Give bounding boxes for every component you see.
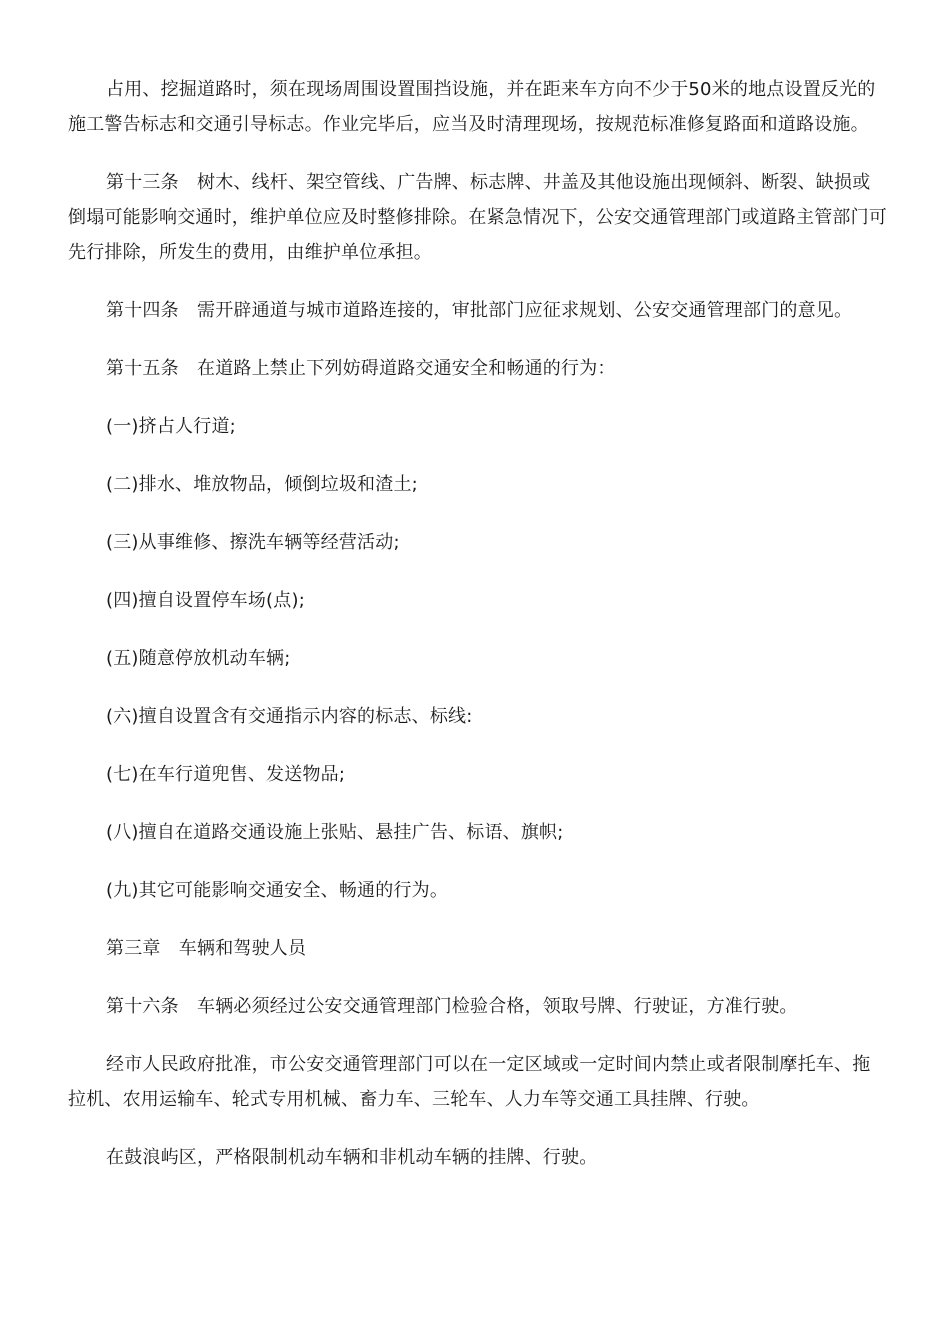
paragraph-article-13: 第十三条 树木、线杆、架空管线、广告牌、标志牌、井盖及其他设施出现倾斜、断裂、缺损或倒塌可能影响交通时，维护单位应及时整修排除。在紧急情况下，公安交通管理部门或道路主管部门可先行排除，所发生的费用，由维护单位承担。 <box>68 172 887 263</box>
list-item-9: (九)其它可能影响交通安全、畅通的行为。 <box>106 880 449 901</box>
paragraph-article-14: 第十四条 需开辟通道与城市道路连接的，审批部门应征求规划、公安交通管理部门的意见。 <box>106 300 853 321</box>
list-item-3: (三)从事维修、擦洗车辆等经营活动; <box>106 532 400 553</box>
paragraph-article-16: 第十六条 车辆必须经过公安交通管理部门检验合格，领取号牌、行驶证，方准行驶。 <box>106 996 798 1017</box>
list-item-4: (四)擅自设置停车场(点); <box>106 590 305 611</box>
paragraph-excavation: 占用、挖掘道路时，须在现场周围设置围挡设施，并在距来车方向不少于50米的地点设置反光的施工警告标志和交通引导标志。作业完毕后，应当及时清理现场，按规范标准修复路面和道路设施。 <box>68 79 876 135</box>
paragraph-article-15: 第十五条 在道路上禁止下列妨碍道路交通安全和畅通的行为： <box>106 358 616 379</box>
paragraph-restriction: 经市人民政府批准，市公安交通管理部门可以在一定区域或一定时间内禁止或者限制摩托车、拖拉机、农用运输车、轮式专用机械、畜力车、三轮车、人力车等交通工具挂牌、行驶。 <box>68 1054 871 1110</box>
list-item-5: (五)随意停放机动车辆; <box>106 648 291 669</box>
list-item-7: (七)在车行道兜售、发送物品; <box>106 764 346 785</box>
list-item-2: (二)排水、堆放物品，倾倒垃圾和渣土; <box>106 474 418 495</box>
list-item-6: (六)擅自设置含有交通指示内容的标志、标线: <box>106 706 473 727</box>
document-page <box>68 72 888 1198</box>
list-item-8: (八)擅自在道路交通设施上张贴、悬挂广告、标语、旗帜; <box>106 822 564 843</box>
chapter-heading: 第三章 车辆和驾驶人员 <box>106 938 307 959</box>
paragraph-gulangyu: 在鼓浪屿区，严格限制机动车辆和非机动车辆的挂牌、行驶。 <box>106 1147 598 1168</box>
list-item-1: (一)挤占人行道; <box>106 416 236 437</box>
